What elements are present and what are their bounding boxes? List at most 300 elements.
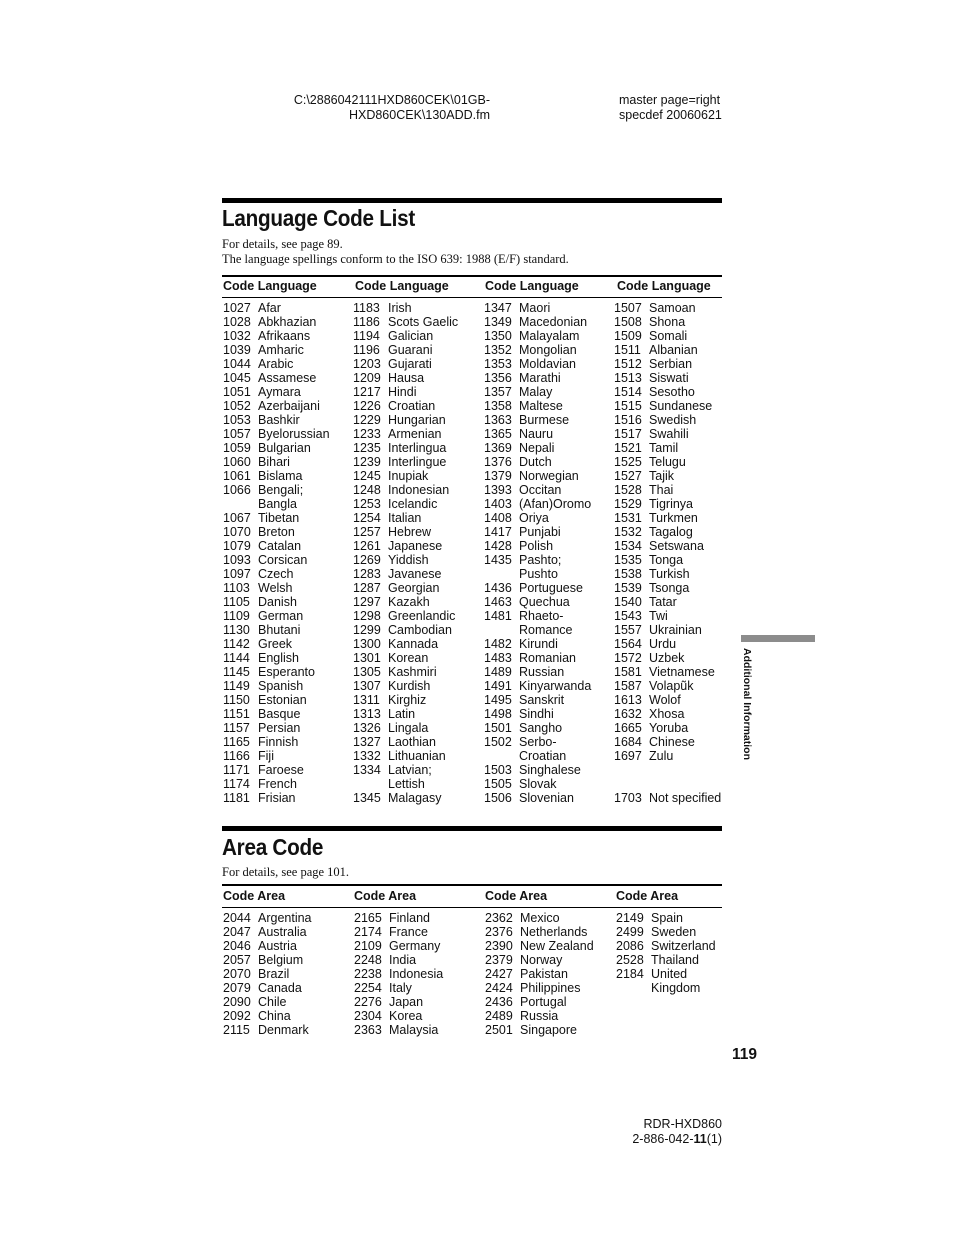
code-cell: 1229 xyxy=(353,413,381,427)
language-name-cell: Icelandic xyxy=(388,497,438,511)
language-name-cell: Basque xyxy=(258,707,301,721)
area-name-cell: Singapore xyxy=(520,1023,577,1037)
table-row xyxy=(484,427,591,441)
code-cell xyxy=(484,749,519,763)
code-cell: 2489 xyxy=(485,1009,513,1023)
code-cell: 1502 xyxy=(484,735,512,749)
language-name-cell: Yiddish xyxy=(388,553,429,567)
table-row xyxy=(614,371,721,385)
master-page-header xyxy=(619,93,722,123)
language-name-cell: Amharic xyxy=(258,343,304,357)
table-row xyxy=(484,567,591,581)
code-cell: 1248 xyxy=(353,483,381,497)
code-cell: 1165 xyxy=(223,735,250,749)
area-name-cell: Indonesia xyxy=(389,967,444,981)
language-name-cell: Lettish xyxy=(388,777,425,791)
table-row xyxy=(614,539,721,553)
code-cell: 1217 xyxy=(353,385,381,399)
language-name-cell: Occitan xyxy=(519,483,562,497)
area-name-cell: Netherlands xyxy=(520,925,588,939)
language-name-cell: Croatian xyxy=(388,399,436,413)
code-cell: 1301 xyxy=(353,651,381,665)
area-col-head-3: Code Area xyxy=(485,889,548,903)
table-row xyxy=(484,441,591,455)
language-name-cell: Faroese xyxy=(258,763,304,777)
language-name-cell: Kazakh xyxy=(388,595,430,609)
table-row xyxy=(484,763,591,777)
code-cell: 2149 xyxy=(616,911,644,925)
table-row xyxy=(223,553,330,567)
code-cell: 1483 xyxy=(484,651,512,665)
table-row xyxy=(353,693,458,707)
table-row xyxy=(614,301,721,315)
code-cell: 2184 xyxy=(616,967,644,981)
language-name-cell: Afrikaans xyxy=(258,329,311,343)
table-row xyxy=(485,939,594,953)
language-name-cell: Latvian; xyxy=(388,763,432,777)
language-name-cell: Spanish xyxy=(258,679,304,693)
table-row xyxy=(353,441,458,455)
code-cell: 1196 xyxy=(353,343,380,357)
master-page-line-2: specdef 20060621 xyxy=(619,108,722,122)
table-row xyxy=(223,567,330,581)
code-cell: 1052 xyxy=(223,399,251,413)
code-cell: 2501 xyxy=(485,1023,513,1037)
table-row xyxy=(484,651,591,665)
code-cell: 1326 xyxy=(353,721,381,735)
table-row xyxy=(354,981,443,995)
table-row xyxy=(484,357,591,371)
language-name-cell: Finnish xyxy=(258,735,299,749)
language-name-cell: Urdu xyxy=(649,637,677,651)
language-name-cell: Sindhi xyxy=(519,707,554,721)
area-column-3 xyxy=(485,911,594,1037)
table-row xyxy=(223,721,330,735)
code-cell: 1363 xyxy=(484,413,512,427)
table-row xyxy=(353,413,458,427)
code-cell: 1313 xyxy=(353,707,381,721)
table-row xyxy=(614,567,721,581)
code-cell: 1376 xyxy=(484,455,512,469)
code-cell: 1503 xyxy=(484,763,512,777)
code-cell: 1254 xyxy=(353,511,381,525)
code-cell: 2362 xyxy=(485,911,513,925)
code-cell: 1194 xyxy=(353,329,380,343)
table-row xyxy=(353,609,458,623)
language-name-cell: Uzbek xyxy=(649,651,685,665)
code-cell xyxy=(614,763,649,777)
table-row xyxy=(485,967,594,981)
table-row xyxy=(614,525,721,539)
area-name-cell: Pakistan xyxy=(520,967,568,981)
table-row xyxy=(353,497,458,511)
table-row xyxy=(484,679,591,693)
area-col-head-4: Code Area xyxy=(616,889,679,903)
code-cell: 2057 xyxy=(223,953,251,967)
language-name-cell: Kinyarwanda xyxy=(519,679,592,693)
table-row xyxy=(614,693,721,707)
code-cell: 1543 xyxy=(614,609,642,623)
table-row xyxy=(484,609,591,623)
table-row xyxy=(354,953,443,967)
language-name-cell: Bihari xyxy=(258,455,290,469)
language-name-cell: Volapũk xyxy=(649,679,694,693)
language-name-cell: Tsonga xyxy=(649,581,690,595)
code-cell: 2390 xyxy=(485,939,513,953)
language-name-cell: Tamil xyxy=(649,441,679,455)
language-name-cell: Greek xyxy=(258,637,293,651)
language-name-cell: Mongolian xyxy=(519,343,577,357)
table-row xyxy=(223,455,330,469)
language-name-cell: Sundanese xyxy=(649,399,713,413)
table-row xyxy=(223,735,330,749)
code-cell: 2304 xyxy=(354,1009,382,1023)
table-row xyxy=(354,925,443,939)
code-cell: 1051 xyxy=(223,385,251,399)
language-name-cell: Punjabi xyxy=(519,525,561,539)
table-row xyxy=(353,637,458,651)
code-cell: 1311 xyxy=(353,693,380,707)
area-intro: For details, see page 101. xyxy=(222,865,350,879)
table-row xyxy=(485,1023,594,1037)
table-row xyxy=(353,581,458,595)
table-row xyxy=(354,939,443,953)
code-cell: 1703 xyxy=(614,791,642,805)
code-cell: 1557 xyxy=(614,623,642,637)
language-intro-1: For details, see page 89. xyxy=(222,237,343,251)
table-row xyxy=(614,581,721,595)
table-row xyxy=(223,301,330,315)
code-cell: 1428 xyxy=(484,539,512,553)
language-name-cell: Setswana xyxy=(649,539,704,553)
side-tab-label xyxy=(741,648,755,768)
language-name-cell: Kannada xyxy=(388,637,439,651)
table-row xyxy=(353,357,458,371)
code-cell: 1181 xyxy=(223,791,250,805)
table-row xyxy=(354,1009,443,1023)
language-name-cell: Persian xyxy=(258,721,301,735)
code-cell: 1070 xyxy=(223,525,251,539)
table-row xyxy=(354,967,443,981)
table-row xyxy=(223,413,330,427)
table-row xyxy=(614,763,721,777)
table-row xyxy=(614,665,721,679)
code-cell: 1079 xyxy=(223,539,251,553)
table-row xyxy=(223,925,312,939)
language-name-cell: Corsican xyxy=(258,553,308,567)
table-row xyxy=(223,791,330,805)
area-name-cell: Spain xyxy=(651,911,683,925)
language-name-cell: Nepali xyxy=(519,441,555,455)
language-name-cell: Irish xyxy=(388,301,412,315)
table-row xyxy=(353,749,458,763)
table-row xyxy=(223,427,330,441)
language-name-cell: Armenian xyxy=(388,427,442,441)
table-row xyxy=(223,357,330,371)
code-cell xyxy=(223,497,258,511)
language-name-cell: Singhalese xyxy=(519,763,581,777)
area-name-cell: Russia xyxy=(520,1009,559,1023)
footer-code-prefix: 2-886-042- xyxy=(632,1132,694,1146)
language-name-cell: Albanian xyxy=(649,343,698,357)
section-rule-language xyxy=(222,198,722,203)
table-row xyxy=(485,1009,594,1023)
footer-code-suffix: (1) xyxy=(706,1132,722,1146)
table-row xyxy=(616,925,716,939)
code-cell: 1297 xyxy=(353,595,381,609)
language-name-cell: Tajik xyxy=(649,469,675,483)
area-name-cell: Portugal xyxy=(520,995,567,1009)
area-name-cell: Korea xyxy=(389,1009,423,1023)
language-col-head-1: Code Language xyxy=(223,279,317,293)
language-name-cell: Bangla xyxy=(258,497,297,511)
language-name-cell: Indonesian xyxy=(388,483,450,497)
master-page-line-1: master page=right xyxy=(619,93,721,107)
area-column-2 xyxy=(354,911,443,1037)
language-name-cell: Lingala xyxy=(388,721,429,735)
table-row xyxy=(614,455,721,469)
code-cell: 1171 xyxy=(223,763,250,777)
language-name-cell: Malagasy xyxy=(388,791,442,805)
language-name-cell: Maori xyxy=(519,301,551,315)
language-name-cell: Kirundi xyxy=(519,637,558,651)
table-row xyxy=(484,343,591,357)
language-col-head-2: Code Language xyxy=(355,279,449,293)
code-cell xyxy=(353,777,388,791)
language-name-cell: Hungarian xyxy=(388,413,446,427)
table-row xyxy=(614,721,721,735)
table-row xyxy=(223,497,330,511)
language-name-cell: Chinese xyxy=(649,735,695,749)
code-cell: 1525 xyxy=(614,455,642,469)
code-cell: 1349 xyxy=(484,315,512,329)
table-row xyxy=(484,539,591,553)
code-cell: 1109 xyxy=(223,609,250,623)
table-row xyxy=(223,1009,312,1023)
language-section-title: Language Code List xyxy=(222,205,415,231)
table-row xyxy=(614,623,721,637)
code-cell: 1239 xyxy=(353,455,381,469)
table-row xyxy=(353,665,458,679)
language-name-cell: Gujarati xyxy=(388,357,432,371)
table-row xyxy=(484,791,591,805)
language-name-cell: Slovenian xyxy=(519,791,574,805)
table-row xyxy=(223,651,330,665)
language-name-cell: Hindi xyxy=(388,385,417,399)
code-cell: 2044 xyxy=(223,911,251,925)
table-row xyxy=(484,315,591,329)
code-cell: 1261 xyxy=(353,539,381,553)
code-cell: 1235 xyxy=(353,441,381,455)
language-name-cell: Bashkir xyxy=(258,413,300,427)
code-cell: 1538 xyxy=(614,567,642,581)
code-cell: 1093 xyxy=(223,553,251,567)
code-cell xyxy=(484,567,519,581)
code-cell xyxy=(484,623,519,637)
table-row xyxy=(484,777,591,791)
language-name-cell: Welsh xyxy=(258,581,293,595)
language-name-cell: Byelorussian xyxy=(258,427,330,441)
code-cell: 1684 xyxy=(614,735,642,749)
table-row xyxy=(353,371,458,385)
code-cell: 1226 xyxy=(353,399,381,413)
language-name-cell: Tatar xyxy=(649,595,677,609)
code-cell: 1345 xyxy=(353,791,381,805)
code-cell: 2499 xyxy=(616,925,644,939)
language-name-cell: Azerbaijani xyxy=(258,399,320,413)
language-name-cell: Catalan xyxy=(258,539,302,553)
table-row xyxy=(484,385,591,399)
language-col-head-4: Code Language xyxy=(617,279,711,293)
code-cell: 2254 xyxy=(354,981,382,995)
table-row xyxy=(223,777,330,791)
table-row xyxy=(484,469,591,483)
table-row xyxy=(614,595,721,609)
language-name-cell: Italian xyxy=(388,511,422,525)
area-name-cell: Argentina xyxy=(258,911,312,925)
language-name-cell: Czech xyxy=(258,567,294,581)
code-cell: 1059 xyxy=(223,441,251,455)
table-row xyxy=(223,679,330,693)
table-row xyxy=(616,953,716,967)
language-name-cell: Sesotho xyxy=(649,385,695,399)
area-table-head-rule xyxy=(222,907,722,908)
table-row xyxy=(484,399,591,413)
code-cell: 1027 xyxy=(223,301,251,315)
area-name-cell: India xyxy=(389,953,417,967)
table-row xyxy=(614,469,721,483)
code-cell: 1253 xyxy=(353,497,381,511)
table-row xyxy=(614,441,721,455)
table-row xyxy=(485,911,594,925)
code-cell: 1507 xyxy=(614,301,642,315)
code-cell: 1097 xyxy=(223,567,251,581)
code-cell: 1352 xyxy=(484,343,512,357)
code-cell: 1529 xyxy=(614,497,642,511)
code-cell: 1283 xyxy=(353,567,381,581)
code-cell: 1513 xyxy=(614,371,642,385)
language-name-cell: Breton xyxy=(258,525,295,539)
table-row xyxy=(223,967,312,981)
language-name-cell: Kurdish xyxy=(388,679,431,693)
language-name-cell: Laothian xyxy=(388,735,436,749)
table-row xyxy=(223,911,312,925)
table-row xyxy=(616,967,716,981)
table-row xyxy=(484,511,591,525)
language-name-cell: Quechua xyxy=(519,595,570,609)
language-name-cell: Aymara xyxy=(258,385,301,399)
code-cell: 1269 xyxy=(353,553,381,567)
language-name-cell: Hebrew xyxy=(388,525,432,539)
code-cell: 2046 xyxy=(223,939,251,953)
code-cell: 1353 xyxy=(484,357,512,371)
table-row xyxy=(353,763,458,777)
code-cell: 1298 xyxy=(353,609,381,623)
code-cell: 1506 xyxy=(484,791,512,805)
code-cell: 1053 xyxy=(223,413,251,427)
code-cell: 1587 xyxy=(614,679,642,693)
code-cell: 1347 xyxy=(484,301,512,315)
language-name-cell: French xyxy=(258,777,297,791)
language-name-cell: Turkish xyxy=(649,567,690,581)
area-name-cell: Finland xyxy=(389,911,430,925)
file-path-line-1: C:\2886042111HXD860CEK\01GB- xyxy=(293,93,490,107)
area-name-cell: Belgium xyxy=(258,953,304,967)
language-name-cell: Dutch xyxy=(519,455,552,469)
language-name-cell: Somali xyxy=(649,329,688,343)
language-name-cell: Inupiak xyxy=(388,469,429,483)
table-row xyxy=(223,399,330,413)
language-name-cell: Cambodian xyxy=(388,623,452,637)
table-row xyxy=(353,651,458,665)
footer xyxy=(560,1117,722,1147)
language-name-cell: Esperanto xyxy=(258,665,315,679)
table-row xyxy=(485,925,594,939)
code-cell: 1491 xyxy=(484,679,512,693)
code-cell: 1521 xyxy=(614,441,642,455)
area-name-cell: New Zealand xyxy=(520,939,594,953)
table-row xyxy=(353,315,458,329)
table-row xyxy=(353,623,458,637)
table-row xyxy=(223,707,330,721)
language-name-cell: Shona xyxy=(649,315,686,329)
area-name-cell: Sweden xyxy=(651,925,697,939)
code-cell: 1299 xyxy=(353,623,381,637)
table-row xyxy=(353,525,458,539)
code-cell: 1149 xyxy=(223,679,250,693)
language-name-cell: Xhosa xyxy=(649,707,685,721)
area-section-title: Area Code xyxy=(222,834,324,860)
table-row xyxy=(223,315,330,329)
code-cell: 1665 xyxy=(614,721,642,735)
language-name-cell: Interlingue xyxy=(388,455,447,469)
language-name-cell: Kirghiz xyxy=(388,693,427,707)
language-name-cell: Not specified xyxy=(649,791,722,805)
table-row xyxy=(484,595,591,609)
code-cell: 1436 xyxy=(484,581,512,595)
code-cell: 1103 xyxy=(223,581,250,595)
code-cell: 1511 xyxy=(614,343,641,357)
table-row xyxy=(223,329,330,343)
file-path-header xyxy=(200,93,490,123)
code-cell: 1528 xyxy=(614,483,642,497)
area-name-cell: Malaysia xyxy=(389,1023,439,1037)
code-cell: 1369 xyxy=(484,441,512,455)
code-cell: 1044 xyxy=(223,357,251,371)
table-row xyxy=(223,939,312,953)
table-row xyxy=(354,995,443,1009)
code-cell: 1517 xyxy=(614,427,642,441)
language-name-cell: Turkmen xyxy=(649,511,698,525)
table-row xyxy=(223,539,330,553)
language-column-4 xyxy=(614,301,721,805)
table-row xyxy=(223,1023,312,1037)
code-cell: 1581 xyxy=(614,665,642,679)
code-cell: 1174 xyxy=(223,777,250,791)
area-column-4 xyxy=(616,911,716,995)
table-row xyxy=(223,637,330,651)
language-name-cell: Telugu xyxy=(649,455,686,469)
code-cell: 2070 xyxy=(223,967,251,981)
area-table-top-rule xyxy=(222,884,722,886)
language-name-cell: Rhaeto- xyxy=(519,609,564,623)
table-row xyxy=(223,525,330,539)
language-name-cell: Romanian xyxy=(519,651,576,665)
table-row xyxy=(614,385,721,399)
language-name-cell: Nauru xyxy=(519,427,554,441)
language-name-cell: Tonga xyxy=(649,553,684,567)
code-cell: 2379 xyxy=(485,953,513,967)
